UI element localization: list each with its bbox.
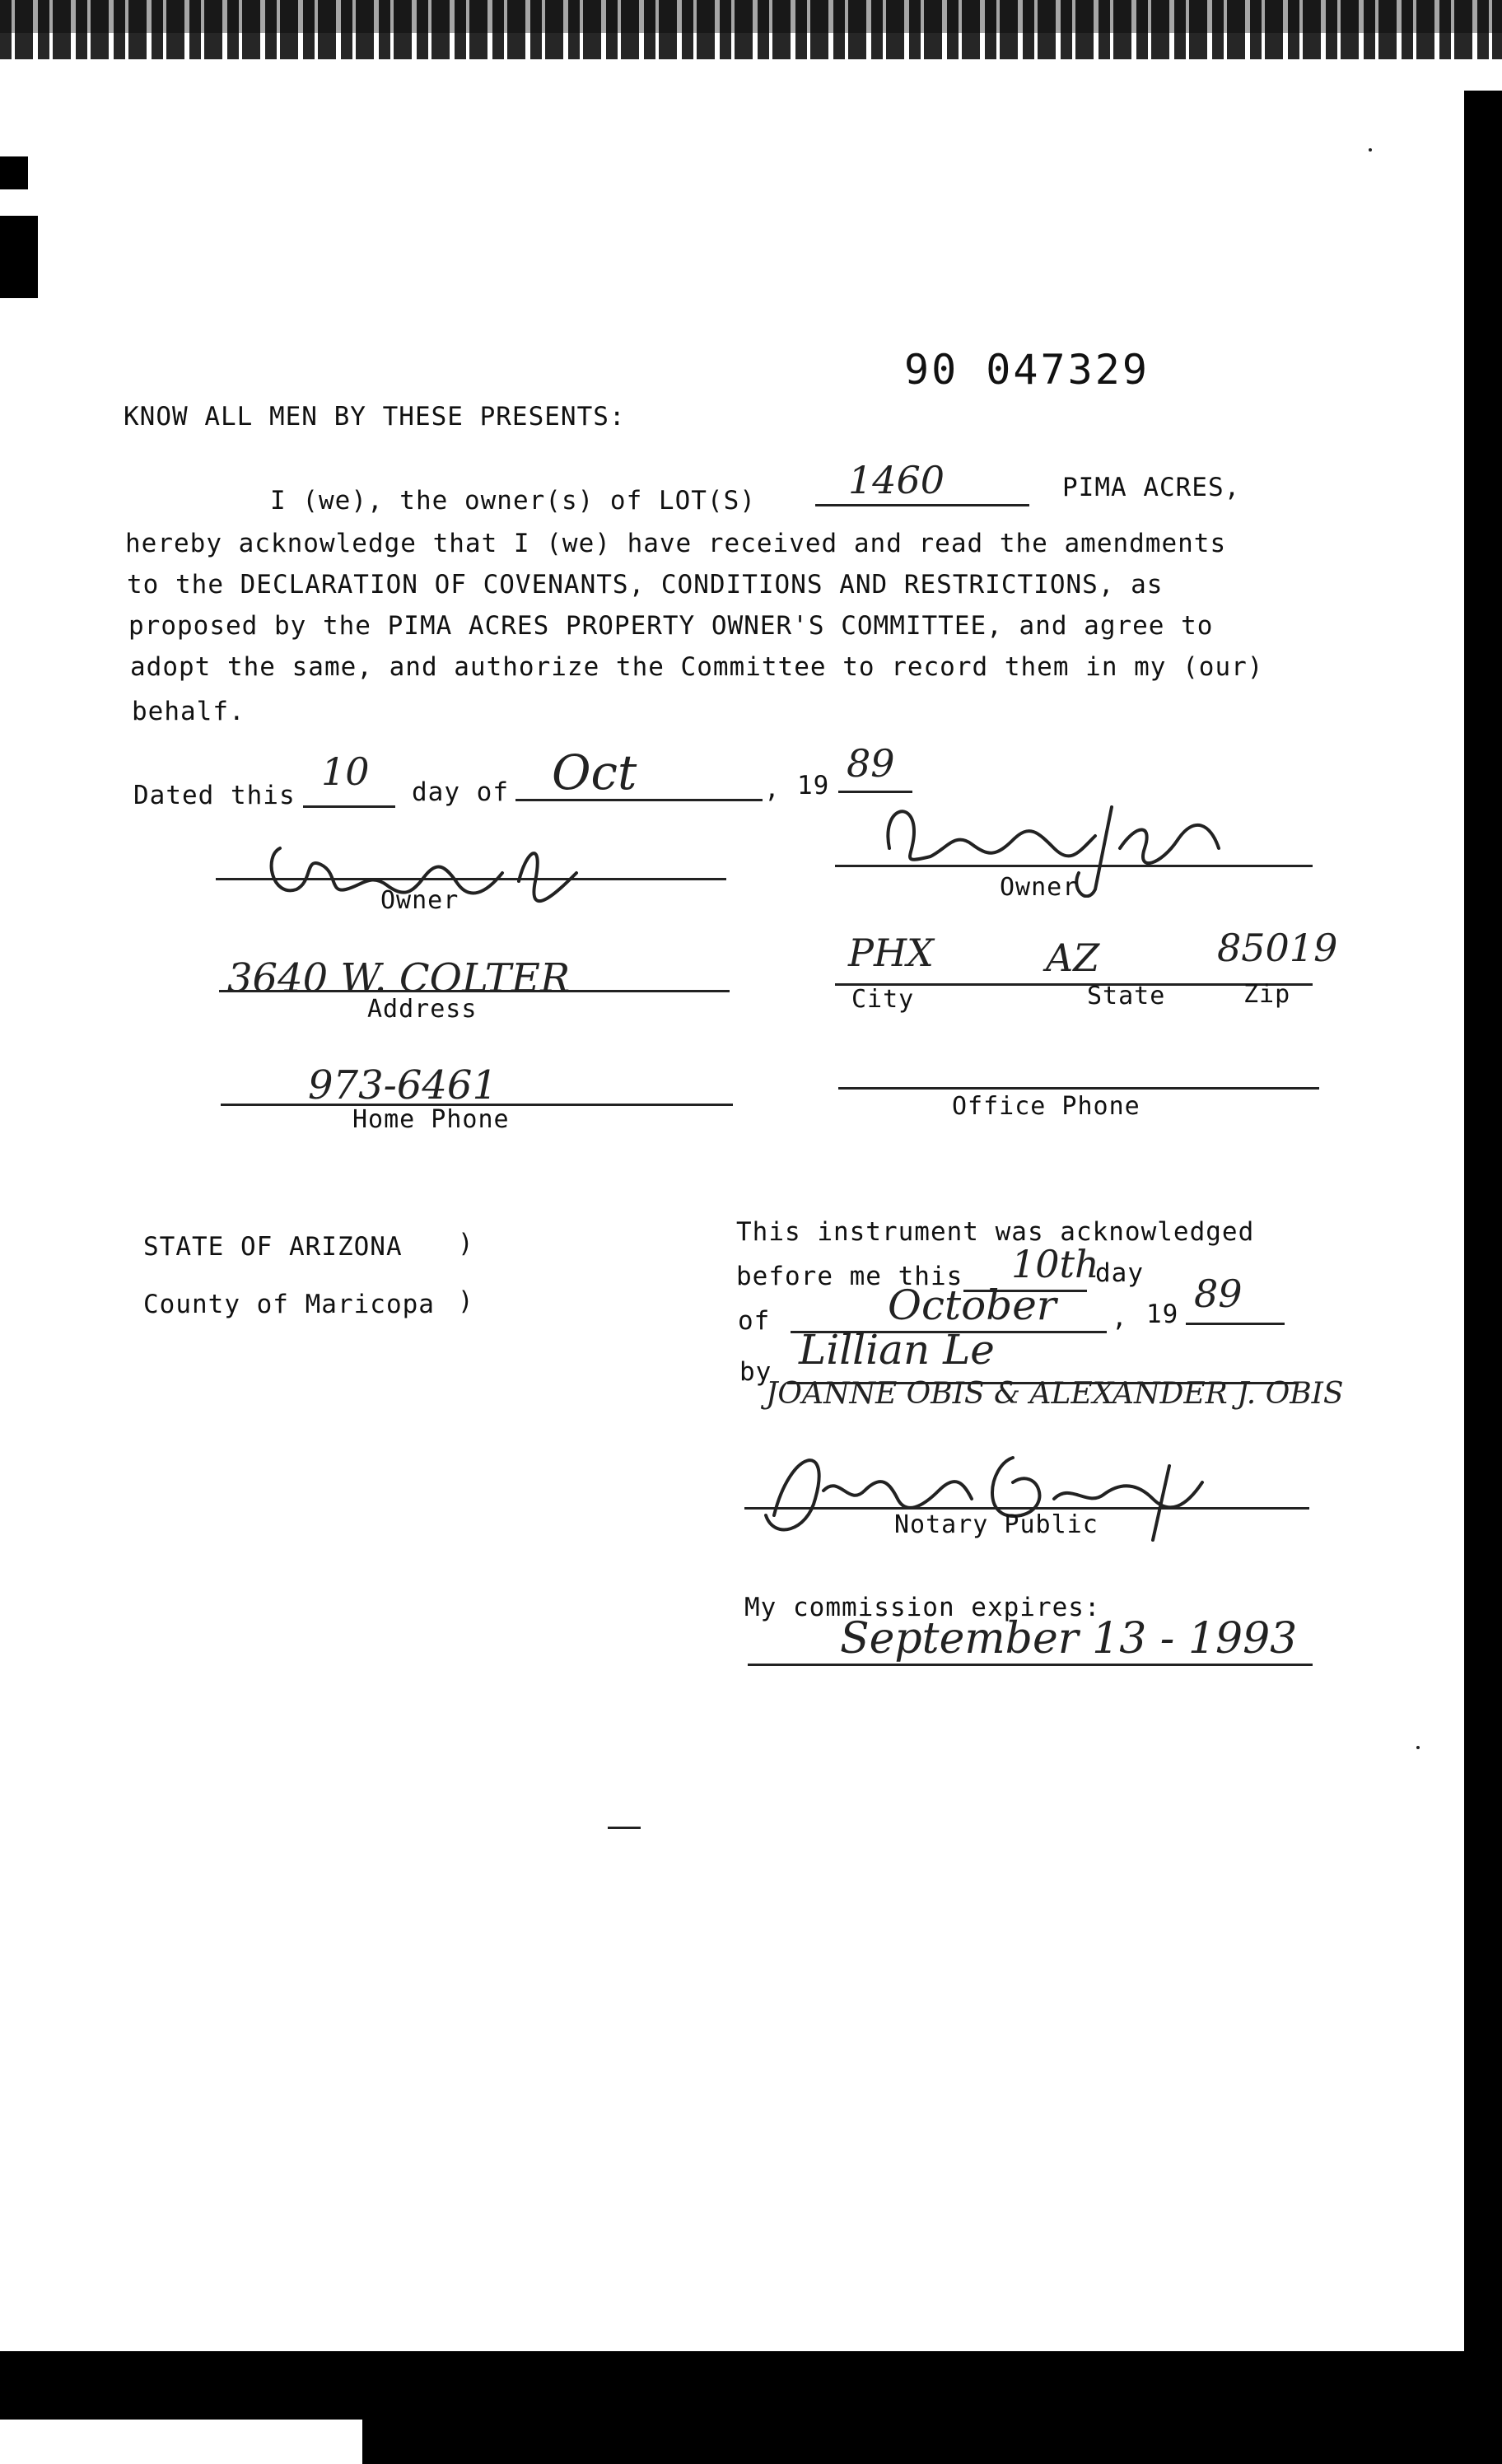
dated-month: Oct [552,744,637,800]
address-value: 3640 W. COLTER [227,955,571,1001]
scan-speck [1369,148,1372,152]
home-phone-value: 973-6461 [308,1062,497,1108]
commission-label: My commission expires: [744,1593,1101,1622]
address-label: Address [367,995,478,1024]
ack-by-signature: Lillian Le [799,1326,995,1374]
owner2-signature [865,774,1293,898]
dated-year: 89 [847,741,895,786]
dated-day-label: day of [412,777,509,807]
office-phone-label: Office Phone [952,1092,1140,1121]
body-line-6: behalf. [132,697,245,726]
document-heading: KNOW ALL MEN BY THESE PRESENTS: [124,402,626,432]
commission-line [748,1664,1313,1666]
scan-border-bottom-gap [0,2420,362,2464]
lot-number-line [815,504,1029,506]
zip-value: 85019 [1217,926,1338,970]
dated-day-line [303,805,395,808]
ack-by-label: by [739,1357,772,1387]
home-phone-label: Home Phone [352,1105,510,1134]
scan-speck [1416,1746,1420,1749]
ack-of-label: of [738,1306,771,1336]
ack-line-2a: before me this [736,1262,963,1291]
owner2-line [835,865,1313,867]
body-line-4: proposed by the PIMA ACRES PROPERTY OWNER'S COMMITTEE, and agree to [128,611,1214,641]
state-label: State [1087,982,1166,1010]
ack-day: 10th [1011,1242,1099,1286]
city-value: PHX [848,931,934,975]
address-line [219,990,730,992]
ack-comma: , [1112,1303,1128,1332]
ack-line-2b: day [1095,1258,1144,1288]
city-label: City [851,985,915,1014]
body-line-2: hereby acknowledge that I (we) have received and read the amendments [125,529,1227,558]
state-value: AZ [1046,936,1100,980]
body-line-1a: I (we), the owner(s) of LOT(S) [270,486,756,516]
notary-label: Notary Public [894,1510,1099,1539]
body-line-3: to the DECLARATION OF COVENANTS, CONDITIONS AND RESTRICTIONS, as [127,570,1164,600]
scan-border-top-shade [0,0,1502,33]
ack-line-1: This instrument was acknowledged [736,1217,1255,1247]
owner1-line [216,878,726,880]
zip-label: Zip [1243,980,1291,1009]
scan-mark [0,216,38,298]
body-line-5: adopt the same, and authorize the Committee to record them in my (our) [130,652,1264,682]
lot-number-handwritten: 1460 [848,458,945,502]
notary-state-paren: ) [458,1229,474,1258]
ack-year: 89 [1194,1272,1243,1316]
scan-border-right [1464,91,1502,2462]
owner2-label: Owner [1000,873,1079,902]
scan-mark [0,156,28,189]
ack-year-line [1186,1323,1285,1325]
owner1-label: Owner [380,886,459,915]
ack-by-names: JOANNE OBIS & ALEXANDER J. OBIS [766,1377,1344,1411]
notary-county: County of Maricopa [143,1290,435,1319]
body-line-1b: PIMA ACRES, [1062,473,1241,502]
dated-prefix: Dated this [133,781,296,810]
document-number: 90 047329 [904,346,1150,394]
notary-line [744,1507,1309,1510]
dated-day: 10 [321,749,370,794]
dated-month-line [515,799,763,801]
dated-comma: , [764,774,781,804]
commission-date: September 13 - 1993 [840,1614,1298,1664]
notary-county-paren: ) [458,1286,474,1316]
scan-speck [608,1827,641,1829]
dated-year-prefix: 19 [797,771,830,800]
notary-state: STATE OF ARIZONA [143,1232,403,1262]
ack-month: October [888,1281,1057,1329]
ack-year-prefix: 19 [1146,1300,1179,1329]
office-phone-line [838,1087,1319,1090]
